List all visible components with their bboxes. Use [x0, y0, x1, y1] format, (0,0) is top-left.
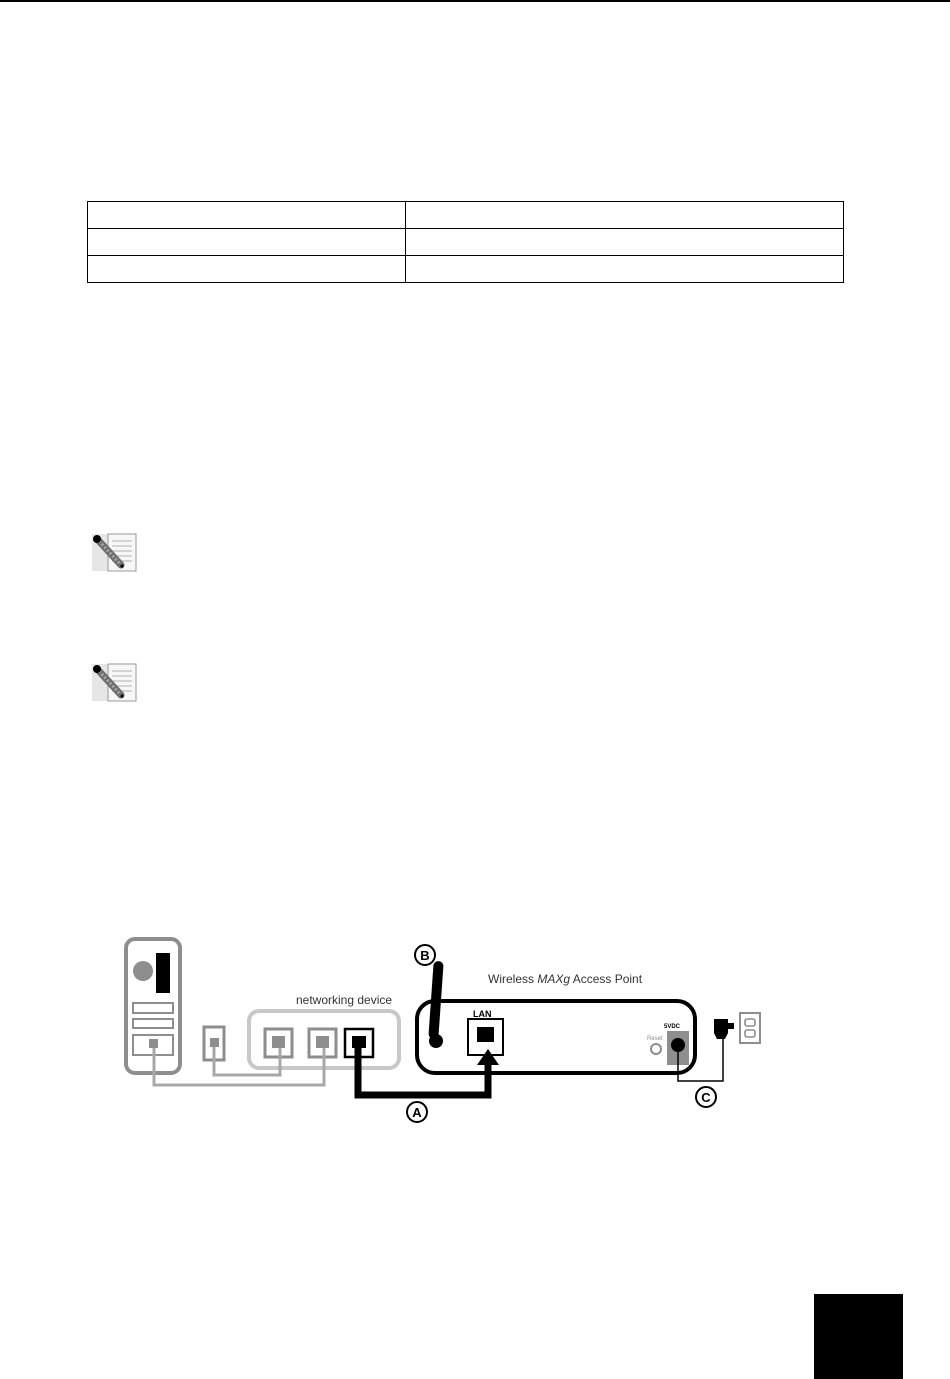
label-power-port: 5VDC [664, 1024, 681, 1030]
label-access-point: Wireless MAXg Access Point [488, 972, 643, 986]
svg-text:A: A [412, 1105, 422, 1120]
info-table [87, 201, 844, 283]
table-cell [88, 229, 406, 256]
page-tab [814, 1294, 903, 1379]
table-row [88, 202, 844, 229]
table-row [88, 229, 844, 256]
connection-diagram [118, 935, 778, 1130]
svg-text:C: C [701, 1090, 711, 1105]
table-cell [406, 202, 844, 229]
note-pencil-icon [90, 662, 138, 702]
top-rule [0, 0, 950, 2]
label-reset: Reset [647, 1036, 663, 1042]
svg-text:B: B [420, 948, 430, 963]
power-outlet-icon [740, 1013, 760, 1043]
table-cell [406, 229, 844, 256]
label-lan-port: LAN [473, 1009, 492, 1019]
table-cell [406, 256, 844, 283]
power-adapter-icon [714, 1019, 734, 1039]
table-cell [88, 202, 406, 229]
note-pencil-icon [90, 532, 138, 572]
table-row [88, 256, 844, 283]
table-cell [88, 256, 406, 283]
label-networking-device: networking device [296, 993, 393, 1007]
